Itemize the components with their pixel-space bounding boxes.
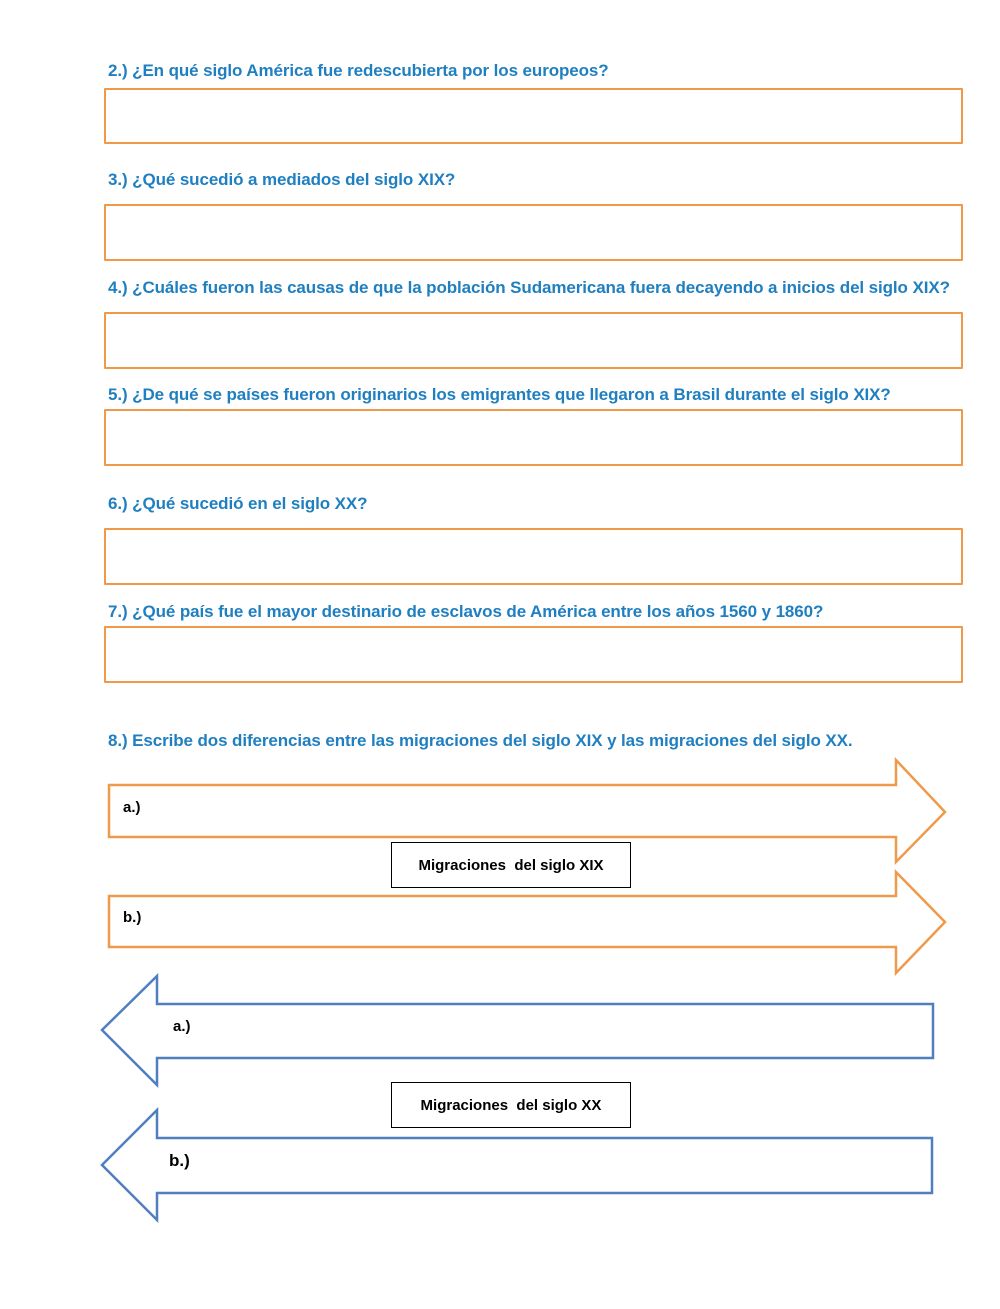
- question-5: 5.) ¿De qué se países fueron originarios los emigrantes que llegaron a Brasil durante el siglo XIX?: [108, 385, 891, 404]
- xix-a-input[interactable]: [150, 796, 889, 828]
- xix-b-label: b.): [123, 909, 142, 926]
- xix-a-label: a.): [123, 799, 141, 816]
- question-4: 4.) ¿Cuáles fueron las causas de que la población Sudamericana fuera decayendo a inicios del siglo XIX?: [108, 278, 950, 297]
- question-2: 2.) ¿En qué siglo América fue redescubierta por los europeos?: [108, 61, 609, 80]
- xx-title-box: [391, 1082, 631, 1128]
- xx-title: Migraciones del siglo XX: [420, 1096, 602, 1114]
- xx-a-label: a.): [173, 1018, 191, 1035]
- xx-b-input[interactable]: [200, 1150, 924, 1182]
- xix-title: Migraciones del siglo XIX: [418, 856, 604, 874]
- question-3: 3.) ¿Qué sucedió a mediados del siglo XIX?: [108, 170, 456, 189]
- xx-a-input[interactable]: [200, 1015, 924, 1047]
- xix-title-box: [391, 842, 631, 888]
- question-6: 6.) ¿Qué sucedió en el siglo XX?: [108, 494, 368, 513]
- xx-b-label: b.): [169, 1151, 190, 1170]
- question-7: 7.) ¿Qué país fue el mayor destinario de esclavos de América entre los años 1560 y 1860?: [108, 602, 824, 621]
- question-8: 8.) Escribe dos diferencias entre las migraciones del siglo XIX y las migraciones del siglo XX.: [108, 731, 853, 750]
- xix-b-input[interactable]: [150, 906, 889, 938]
